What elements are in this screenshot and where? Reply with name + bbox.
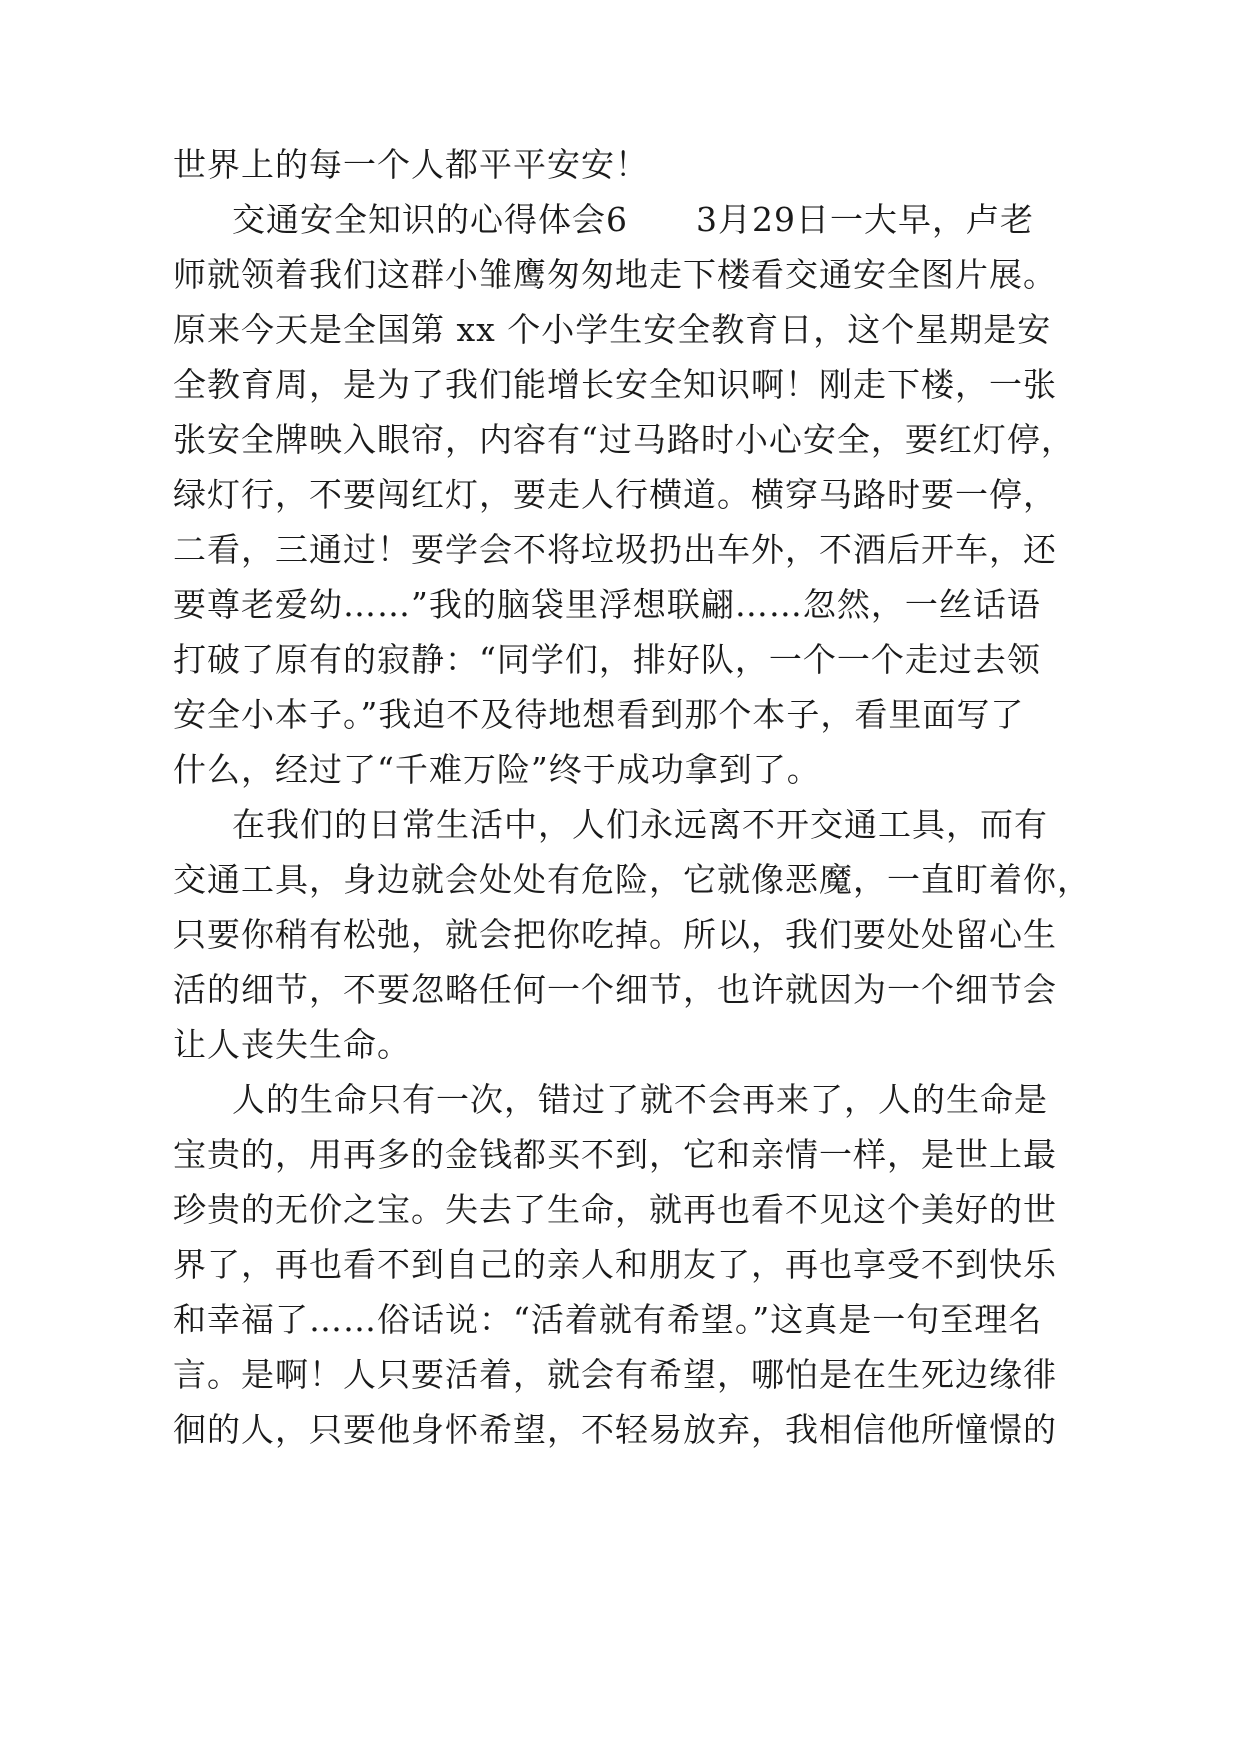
text-line: 绿灯行，不要闯红灯，要走人行横道。横穿马路时要一停，: [173, 475, 1057, 514]
text-line: 徊的人，只要他身怀希望，不轻易放弃，我相信他所憧憬的: [173, 1410, 1057, 1449]
text-line: 张安全牌映入眼帘，内容有“过马路时小心安全，要红灯停，: [173, 420, 1075, 459]
text-line: 珍贵的无价之宝。失去了生命，就再也看不见这个美好的世: [173, 1190, 1057, 1229]
text-line: 要尊老爱幼……”我的脑袋里浮想联翩……忽然，一丝话语: [173, 585, 1041, 624]
text-line: 活的细节，不要忽略任何一个细节，也许就因为一个细节会: [173, 970, 1057, 1009]
text-line: 界了，再也看不到自己的亲人和朋友了，再也享受不到快乐: [173, 1245, 1057, 1284]
text-line: 师就领着我们这群小雏鹰匆匆地走下楼看交通安全图片展。: [173, 255, 1057, 294]
text-line: 二看，三通过！要学会不将垃圾扔出车外，不酒后开车，还: [173, 530, 1057, 569]
text-line: 全教育周，是为了我们能增长安全知识啊！刚走下楼，一张: [173, 365, 1057, 404]
text-line: 只要你稍有松弛，就会把你吃掉。所以，我们要处处留心生: [173, 915, 1057, 954]
text-line: 世界上的每一个人都平平安安！: [173, 145, 649, 184]
text-line: 让人丧失生命。: [173, 1025, 411, 1064]
text-line: 在我们的日常生活中，人们永远离不开交通工具，而有: [232, 805, 1048, 844]
text-line: 宝贵的，用再多的金钱都买不到，它和亲情一样，是世上最: [173, 1135, 1057, 1174]
text-line: 安全小本子。”我迫不及待地想看到那个本子，看里面写了: [173, 695, 1025, 734]
text-line: 打破了原有的寂静：“同学们，排好队，一个一个走过去领: [173, 640, 1041, 679]
text-line: 什么，经过了“千难万险”终于成功拿到了。: [173, 750, 821, 789]
text-line: 和幸福了……俗话说：“活着就有希望。”这真是一句至理名: [173, 1300, 1043, 1339]
text-line: 交通安全知识的心得体会6 3月29日一大早，卢老: [232, 200, 1034, 239]
text-line: 言。是啊！人只要活着，就会有希望，哪怕是在生死边缘徘: [173, 1355, 1057, 1394]
text-line: 人的生命只有一次，错过了就不会再来了，人的生命是: [232, 1080, 1048, 1119]
text-line: 交通工具，身边就会处处有危险，它就像恶魔，一直盯着你，: [173, 860, 1091, 899]
text-line: 原来今天是全国第 xx 个小学生安全教育日，这个星期是安: [173, 310, 1052, 349]
